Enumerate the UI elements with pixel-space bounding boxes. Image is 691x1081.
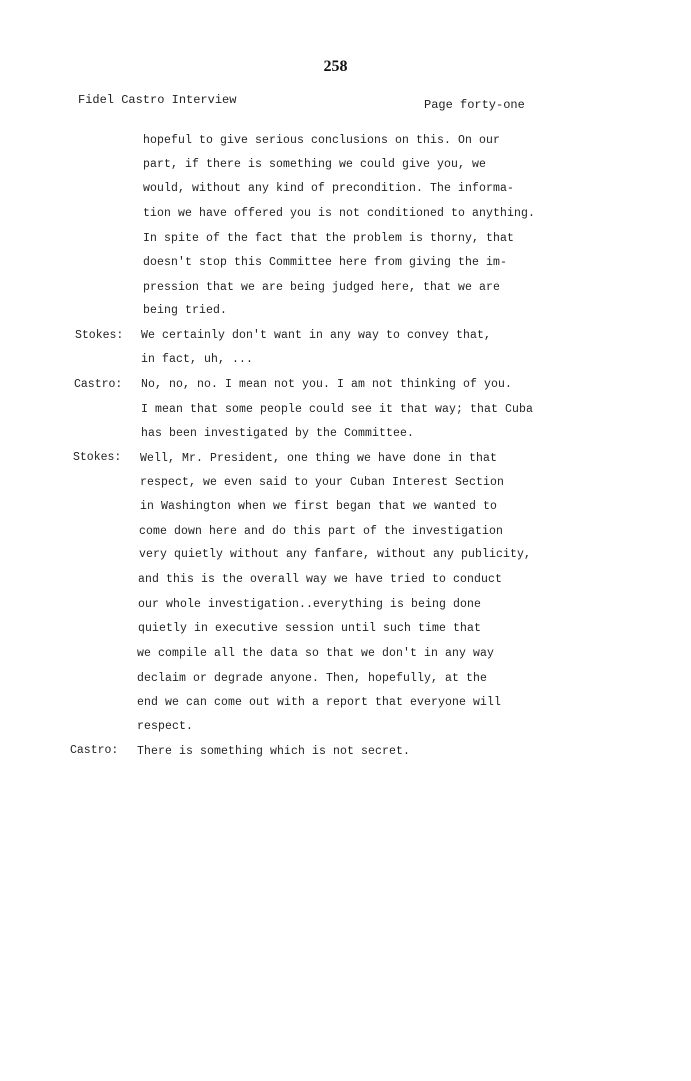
speaker-label: Stokes:	[75, 329, 124, 342]
speaker-label: Stokes:	[73, 451, 122, 464]
transcript-line: quietly in executive session until such time that	[138, 622, 482, 635]
transcript-line: we compile all the data so that we don't in any way	[137, 647, 495, 660]
speaker-label: Castro:	[74, 378, 123, 391]
header-page-label: Page forty-one	[424, 98, 525, 112]
transcript-line: In spite of the fact that the problem is thorny, that	[143, 232, 515, 245]
transcript-line: has been investigated by the Committee.	[141, 427, 415, 440]
transcript-line: respect.	[137, 720, 194, 733]
transcript-line: part, if there is something we could give you, we	[143, 158, 487, 171]
header-title: Fidel Castro Interview	[78, 93, 237, 107]
transcript-line: end we can come out with a report that everyone will	[137, 696, 502, 709]
transcript-line: pression that we are being judged here, that we are	[143, 281, 501, 294]
transcript-line: being tried.	[143, 304, 228, 317]
transcript-line: would, without any kind of precondition. The informa-	[143, 182, 515, 195]
transcript-line: We certainly don't want in any way to convey that,	[141, 329, 492, 342]
transcript-line: Well, Mr. President, one thing we have done in that	[140, 452, 498, 465]
transcript-line: There is something which is not secret.	[137, 745, 411, 758]
transcript-line: our whole investigation..everything is being done	[138, 598, 482, 611]
transcript-line: in fact, uh, ...	[141, 353, 254, 366]
transcript-line: come down here and do this part of the investigation	[139, 525, 504, 538]
transcript-line: I mean that some people could see it that way; that Cuba	[141, 403, 534, 416]
transcript-line: in Washington when we first began that we wanted to	[140, 500, 498, 513]
transcript-line: very quietly without any fanfare, without any publicity,	[139, 548, 532, 561]
page-number: 258	[323, 58, 348, 75]
speaker-label: Castro:	[70, 744, 119, 757]
transcript-line: tion we have offered you is not conditioned to anything.	[143, 207, 536, 220]
transcript-line: hopeful to give serious conclusions on this. On our	[143, 134, 501, 147]
transcript-line: and this is the overall way we have tried to conduct	[138, 573, 503, 586]
transcript-line: declaim or degrade anyone. Then, hopefully, at the	[137, 672, 488, 685]
transcript-line: No, no, no. I mean not you. I am not thinking of you.	[141, 378, 513, 391]
transcript-line: respect, we even said to your Cuban Interest Section	[140, 476, 505, 489]
transcript-line: doesn't stop this Committee here from giving the im-	[143, 256, 508, 269]
